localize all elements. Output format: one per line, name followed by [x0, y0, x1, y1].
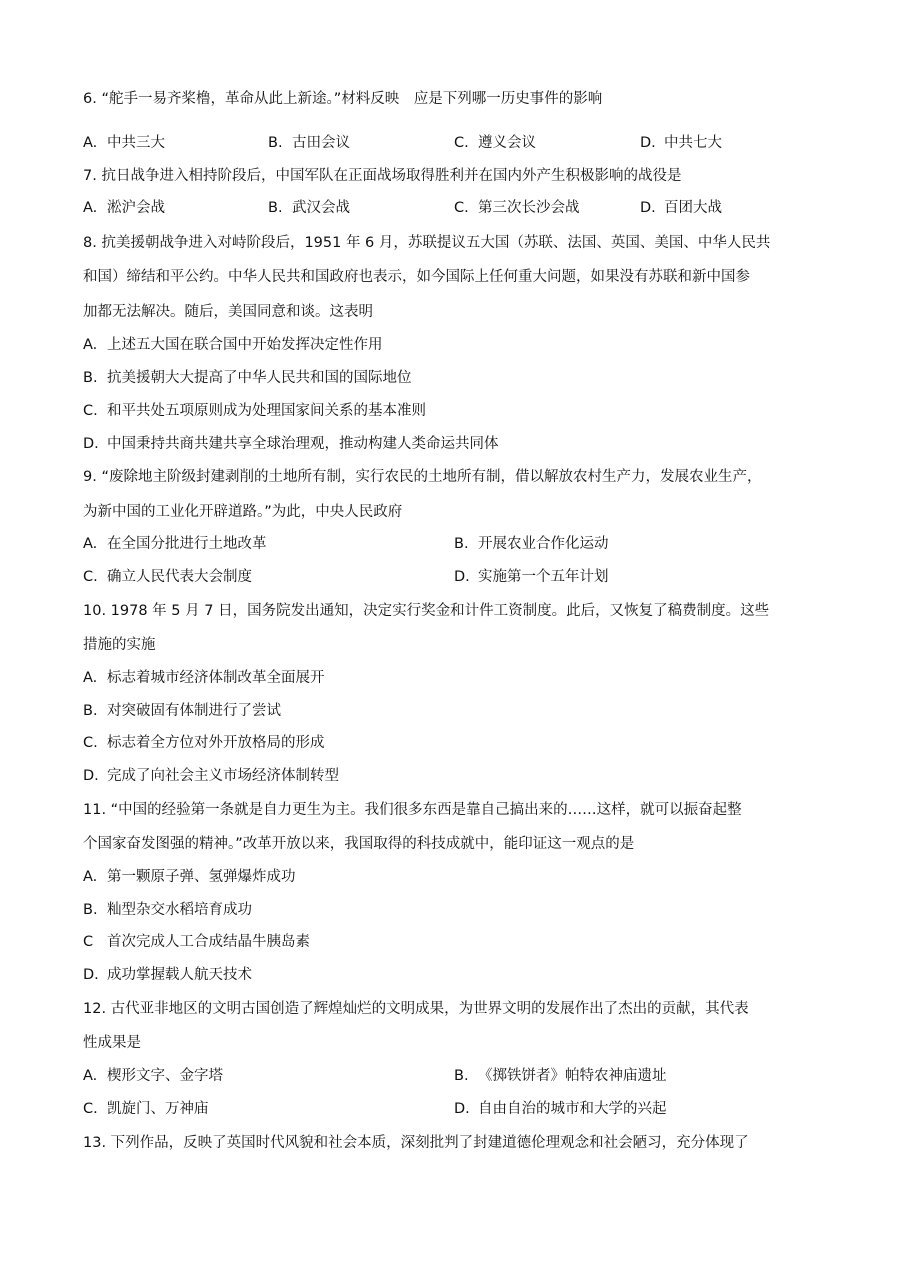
- question-9-option-b[interactable]: [454, 534, 609, 554]
- question-7-option-c[interactable]: [454, 198, 580, 218]
- option-key: C.: [83, 403, 98, 419]
- option-key: A.: [83, 337, 98, 353]
- option-text: 籼型杂交水稻培育成功: [107, 902, 252, 918]
- option-text: 自由自治的城市和大学的兴起: [478, 1101, 667, 1117]
- option-key: D.: [83, 768, 99, 784]
- question-10-option-b[interactable]: [83, 701, 281, 721]
- question-12-option-a[interactable]: [83, 1066, 223, 1086]
- option-text: 首次完成人工合成结晶牛胰岛素: [107, 934, 310, 950]
- option-text: 中共七大: [664, 135, 722, 151]
- question-8-option-d[interactable]: [83, 434, 499, 454]
- option-text: 标志着全方位对外开放格局的形成: [107, 735, 325, 751]
- question-11-option-c[interactable]: [83, 932, 310, 952]
- question-9-option-d[interactable]: [454, 567, 609, 587]
- option-text: 在全国分批进行土地改革: [107, 536, 267, 552]
- option-text: 第三次长沙会战: [478, 200, 580, 216]
- option-key: A.: [83, 135, 98, 151]
- option-key: C.: [83, 1101, 98, 1117]
- question-6-option-d[interactable]: [640, 133, 722, 153]
- option-text: 《掷铁饼者》帕特农神庙遗址: [478, 1068, 667, 1084]
- option-text: 实施第一个五年计划: [478, 569, 609, 585]
- option-text: 上述五大国在联合国中开始发挥决定性作用: [107, 337, 383, 353]
- question-7-stem: 7. 抗日战争进入相持阶段后，中国军队在正面战场取得胜利并在国内外产生积极影响的战役是: [83, 168, 682, 184]
- option-key: A.: [83, 1068, 98, 1084]
- option-text: 中共三大: [107, 135, 165, 151]
- option-text: 遵义会议: [478, 135, 536, 151]
- question-8-option-b[interactable]: [83, 368, 412, 388]
- question-8-option-a[interactable]: [83, 335, 383, 355]
- question-7-option-a[interactable]: [83, 198, 165, 218]
- question-12-stem-line-1: 12. 古代亚非地区的文明古国创造了辉煌灿烂的文明成果，为世界文明的发展作出了杰出的贡献，其代表: [83, 1001, 749, 1017]
- question-10-option-c[interactable]: [83, 733, 325, 753]
- option-text: 凯旋门、万神庙: [107, 1101, 209, 1117]
- question-10-option-d[interactable]: [83, 766, 339, 786]
- question-13-stem: 13. 下列作品，反映了英国时代风貌和社会本质，深刻批判了封建道德伦理观念和社会陋习，充分体现了: [83, 1135, 749, 1151]
- option-key: D.: [640, 135, 656, 151]
- option-text: 开展农业合作化运动: [478, 536, 609, 552]
- option-key: D.: [454, 569, 470, 585]
- option-key: D.: [640, 200, 656, 216]
- option-key: B.: [454, 536, 469, 552]
- question-6-stem: 6. “舵手一易齐桨橹，革命从此上新途。”材料反映 应是下列哪一历史事件的影响: [83, 91, 603, 107]
- option-key: C: [83, 934, 94, 950]
- option-key: A.: [83, 869, 98, 885]
- question-8-stem-line-1: 8. 抗美援朝战争进入对峙阶段后，1951 年 6 月，苏联提议五大国（苏联、法国、英国、美国、中华人民共: [83, 235, 771, 251]
- question-12-option-c[interactable]: [83, 1099, 209, 1119]
- question-10-option-a[interactable]: [83, 668, 325, 688]
- option-key: B.: [454, 1068, 469, 1084]
- option-key: D.: [454, 1101, 470, 1117]
- question-12-option-d[interactable]: [454, 1099, 667, 1119]
- option-text: 标志着城市经济体制改革全面展开: [107, 670, 325, 686]
- option-text: 武汉会战: [292, 200, 350, 216]
- option-key: A.: [83, 670, 98, 686]
- option-text: 对突破固有体制进行了尝试: [107, 703, 281, 719]
- option-key: A.: [83, 200, 98, 216]
- question-11-option-d[interactable]: [83, 965, 252, 985]
- question-12-option-b[interactable]: [454, 1066, 667, 1086]
- option-key: B.: [268, 135, 283, 151]
- question-11-option-b[interactable]: [83, 900, 252, 920]
- question-8-stem-line-3: 加都无法解决。随后，美国同意和谈。这表明: [83, 304, 373, 320]
- question-6-option-a[interactable]: [83, 133, 165, 153]
- question-12-stem-line-2: 性成果是: [83, 1035, 141, 1051]
- question-7-option-d[interactable]: [640, 198, 722, 218]
- option-key: C.: [83, 735, 98, 751]
- question-6-option-b[interactable]: [268, 133, 350, 153]
- option-key: C.: [454, 135, 469, 151]
- question-8-option-c[interactable]: [83, 401, 426, 421]
- option-text: 中国秉持共商共建共享全球治理观，推动构建人类命运共同体: [107, 436, 499, 452]
- option-key: B.: [83, 370, 98, 386]
- option-key: D.: [83, 967, 99, 983]
- option-text: 楔形文字、金字塔: [107, 1068, 223, 1084]
- option-key: A.: [83, 536, 98, 552]
- option-text: 百团大战: [664, 200, 722, 216]
- option-key: C.: [83, 569, 98, 585]
- option-text: 完成了向社会主义市场经济体制转型: [107, 768, 339, 784]
- option-text: 和平共处五项原则成为处理国家间关系的基本准则: [107, 403, 426, 419]
- question-6-option-c[interactable]: [454, 133, 536, 153]
- question-11-stem-line-1: 11. “中国的经验第一条就是自力更生为主。我们很多东西是靠自己搞出来的……这样，就可以振奋起整: [83, 802, 742, 818]
- question-9-stem-line-1: 9. “废除地主阶级封建剥削的土地所有制，实行农民的土地所有制，借以解放农村生产力，发展农业生产，: [83, 469, 762, 485]
- question-11-stem-line-2: 个国家奋发图强的精神。”改革开放以来，我国取得的科技成就中，能印证这一观点的是: [83, 836, 635, 852]
- option-key: C.: [454, 200, 469, 216]
- option-key: B.: [268, 200, 283, 216]
- question-9-option-c[interactable]: [83, 567, 252, 587]
- option-text: 确立人民代表大会制度: [107, 569, 252, 585]
- question-10-stem-line-1: 10. 1978 年 5 月 7 日，国务院发出通知，决定实行奖金和计件工资制度。此后，又恢复了稿费制度。这些: [83, 603, 770, 619]
- option-text: 第一颗原子弹、氢弹爆炸成功: [107, 869, 296, 885]
- question-11-option-a[interactable]: [83, 867, 296, 887]
- question-9-stem-line-2: 为新中国的工业化开辟道路。”为此，中央人民政府: [83, 504, 403, 520]
- option-key: B.: [83, 703, 98, 719]
- option-text: 成功掌握载人航天技术: [107, 967, 252, 983]
- question-7-option-b[interactable]: [268, 198, 350, 218]
- option-text: 抗美援朝大大提高了中华人民共和国的国际地位: [107, 370, 412, 386]
- option-text: 淞沪会战: [107, 200, 165, 216]
- question-10-stem-line-2: 措施的实施: [83, 637, 156, 653]
- option-key: B.: [83, 902, 98, 918]
- option-key: D.: [83, 436, 99, 452]
- question-8-stem-line-2: 和国）缔结和平公约。中华人民共和国政府也表示，如今国际上任何重大问题，如果没有苏联和新中国参: [83, 269, 750, 285]
- question-9-option-a[interactable]: [83, 534, 267, 554]
- option-text: 古田会议: [292, 135, 350, 151]
